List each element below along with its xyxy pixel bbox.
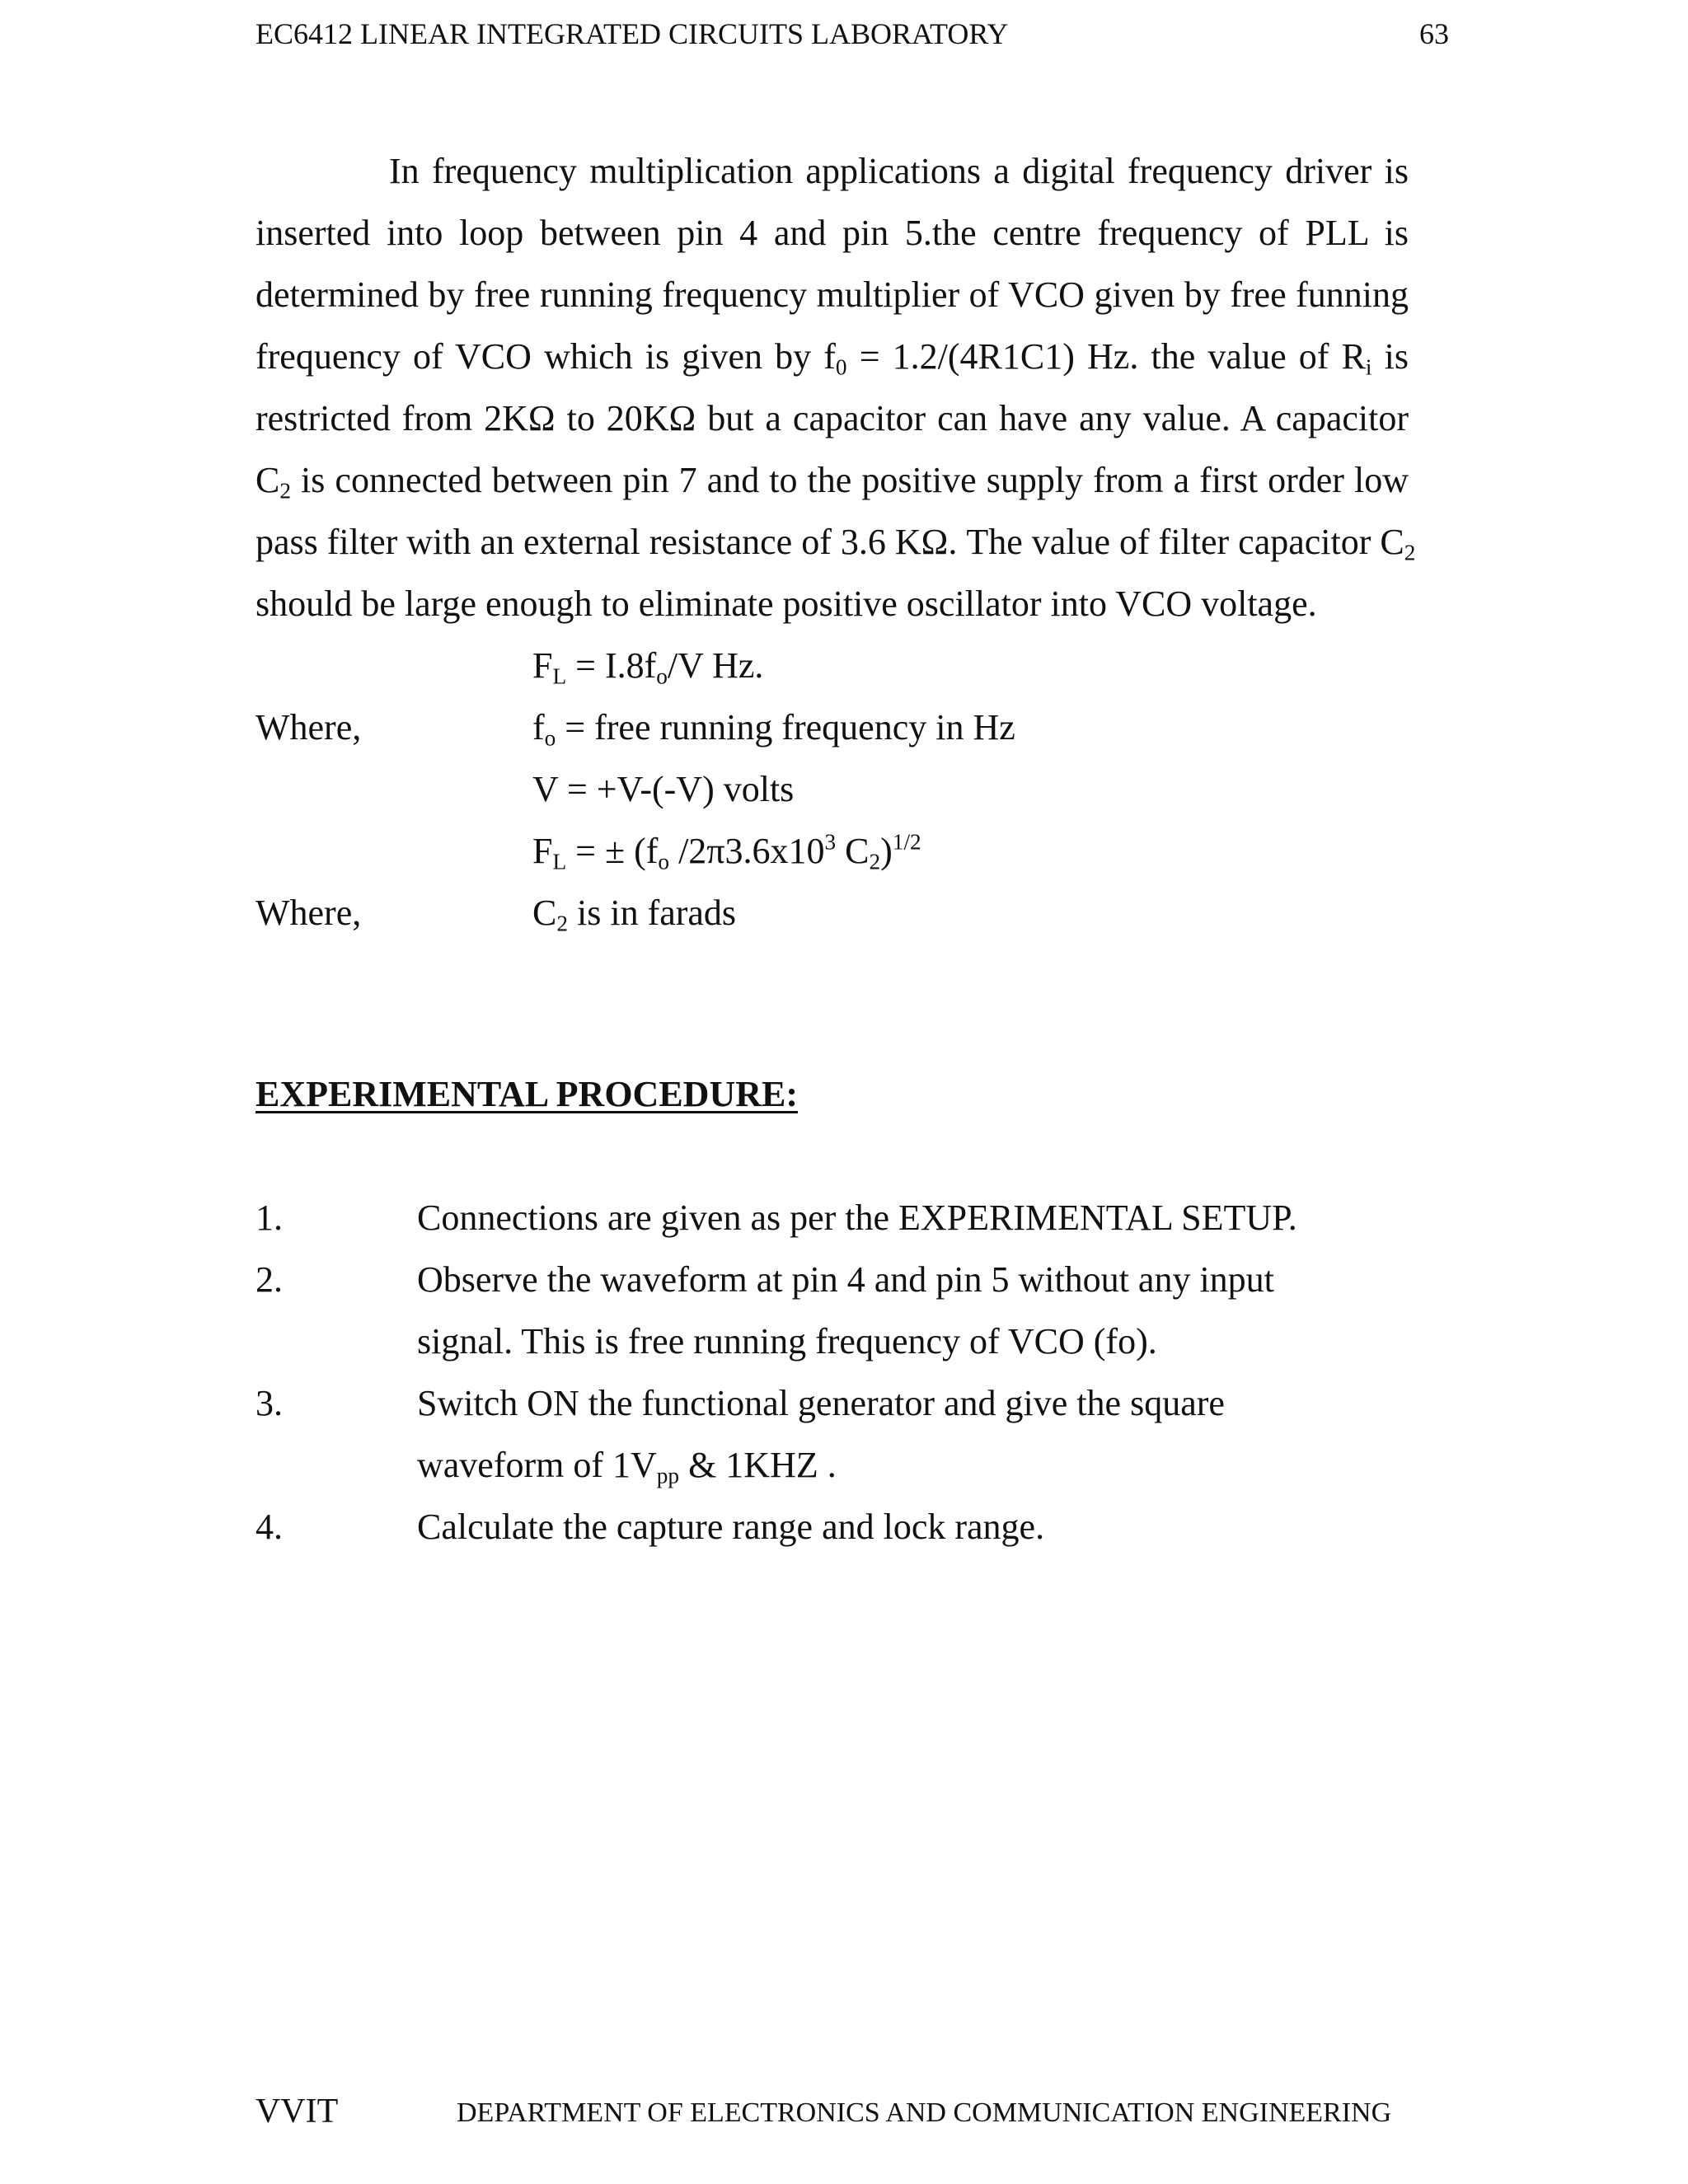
where-label: Where,: [256, 893, 362, 933]
step-text: signal. This is free running frequency of VCO (fo).: [417, 1321, 1157, 1361]
header-title: EC6412 LINEAR INTEGRATED CIRCUITS LABORATORY: [256, 17, 1009, 50]
paragraph-line: pass filter with an external resistance of 3.6 KΩ. The value of filter capacitor $C_2$: [256, 522, 1416, 565]
paragraph-line: restricted from 2KΩ to 20KΩ but a capacitor can have any value. A capacitor: [256, 398, 1409, 438]
footer-institution: VVIT: [256, 2093, 339, 2130]
formula-voltage-definition: V = +V-(-V) volts: [532, 769, 795, 809]
where-label: Where,: [256, 707, 362, 748]
footer-department: DEPARTMENT OF ELECTRONICS AND COMMUNICATION ENGINEERING: [457, 2097, 1392, 2128]
paragraph-line: should be large enough to eliminate positive oscillator into VCO voltage.: [256, 583, 1317, 624]
page-number: 63: [1419, 17, 1449, 50]
step-number: 1.: [256, 1197, 283, 1238]
paragraph-line: determined by free running frequency multiplier of VCO given by free funning: [256, 274, 1409, 315]
paragraph-line: In frequency multiplication applications a digital frequency driver is: [389, 151, 1409, 191]
paragraph-line: inserted into loop between pin 4 and pin 5.the centre frequency of PLL is: [256, 213, 1409, 253]
paragraph-line: $C_2$ is connected between pin 7 and to the positive supply from a first order low: [256, 460, 1409, 504]
step-text: Observe the waveform at pin 4 and pin 5 without any input: [417, 1259, 1274, 1300]
step-number: 2.: [256, 1259, 283, 1300]
formula-c2-definition: $C_2$ is in farads: [532, 893, 737, 936]
formula-lock-range: $F_L = I.8f_o/V$ Hz.: [532, 645, 764, 689]
step-number: 4.: [256, 1507, 283, 1547]
step-text: Switch ON the functional generator and give the square: [417, 1383, 1225, 1423]
paragraph-line: frequency of VCO which is given by $f_0 = 1.2/(4R1C1)$ Hz. the value of $R_i$ is: [256, 336, 1409, 380]
formula-capture-range: $F_L$ = ± ($f_o$ $/2\pi 3.6x10^3$ $C_2)^{1/2}$: [532, 829, 921, 874]
step-text: Calculate the capture range and lock range.: [417, 1507, 1045, 1547]
section-heading: EXPERIMENTAL PROCEDURE:: [256, 1074, 799, 1114]
formula-fo-definition: $f_o$ = free running frequency in Hz: [532, 707, 1015, 751]
step-text: waveform of $1V_{pp}$ & 1KHZ .: [417, 1445, 837, 1488]
step-number: 3.: [256, 1383, 283, 1423]
step-text: Connections are given as per the EXPERIMENTAL SETUP.: [417, 1197, 1297, 1238]
